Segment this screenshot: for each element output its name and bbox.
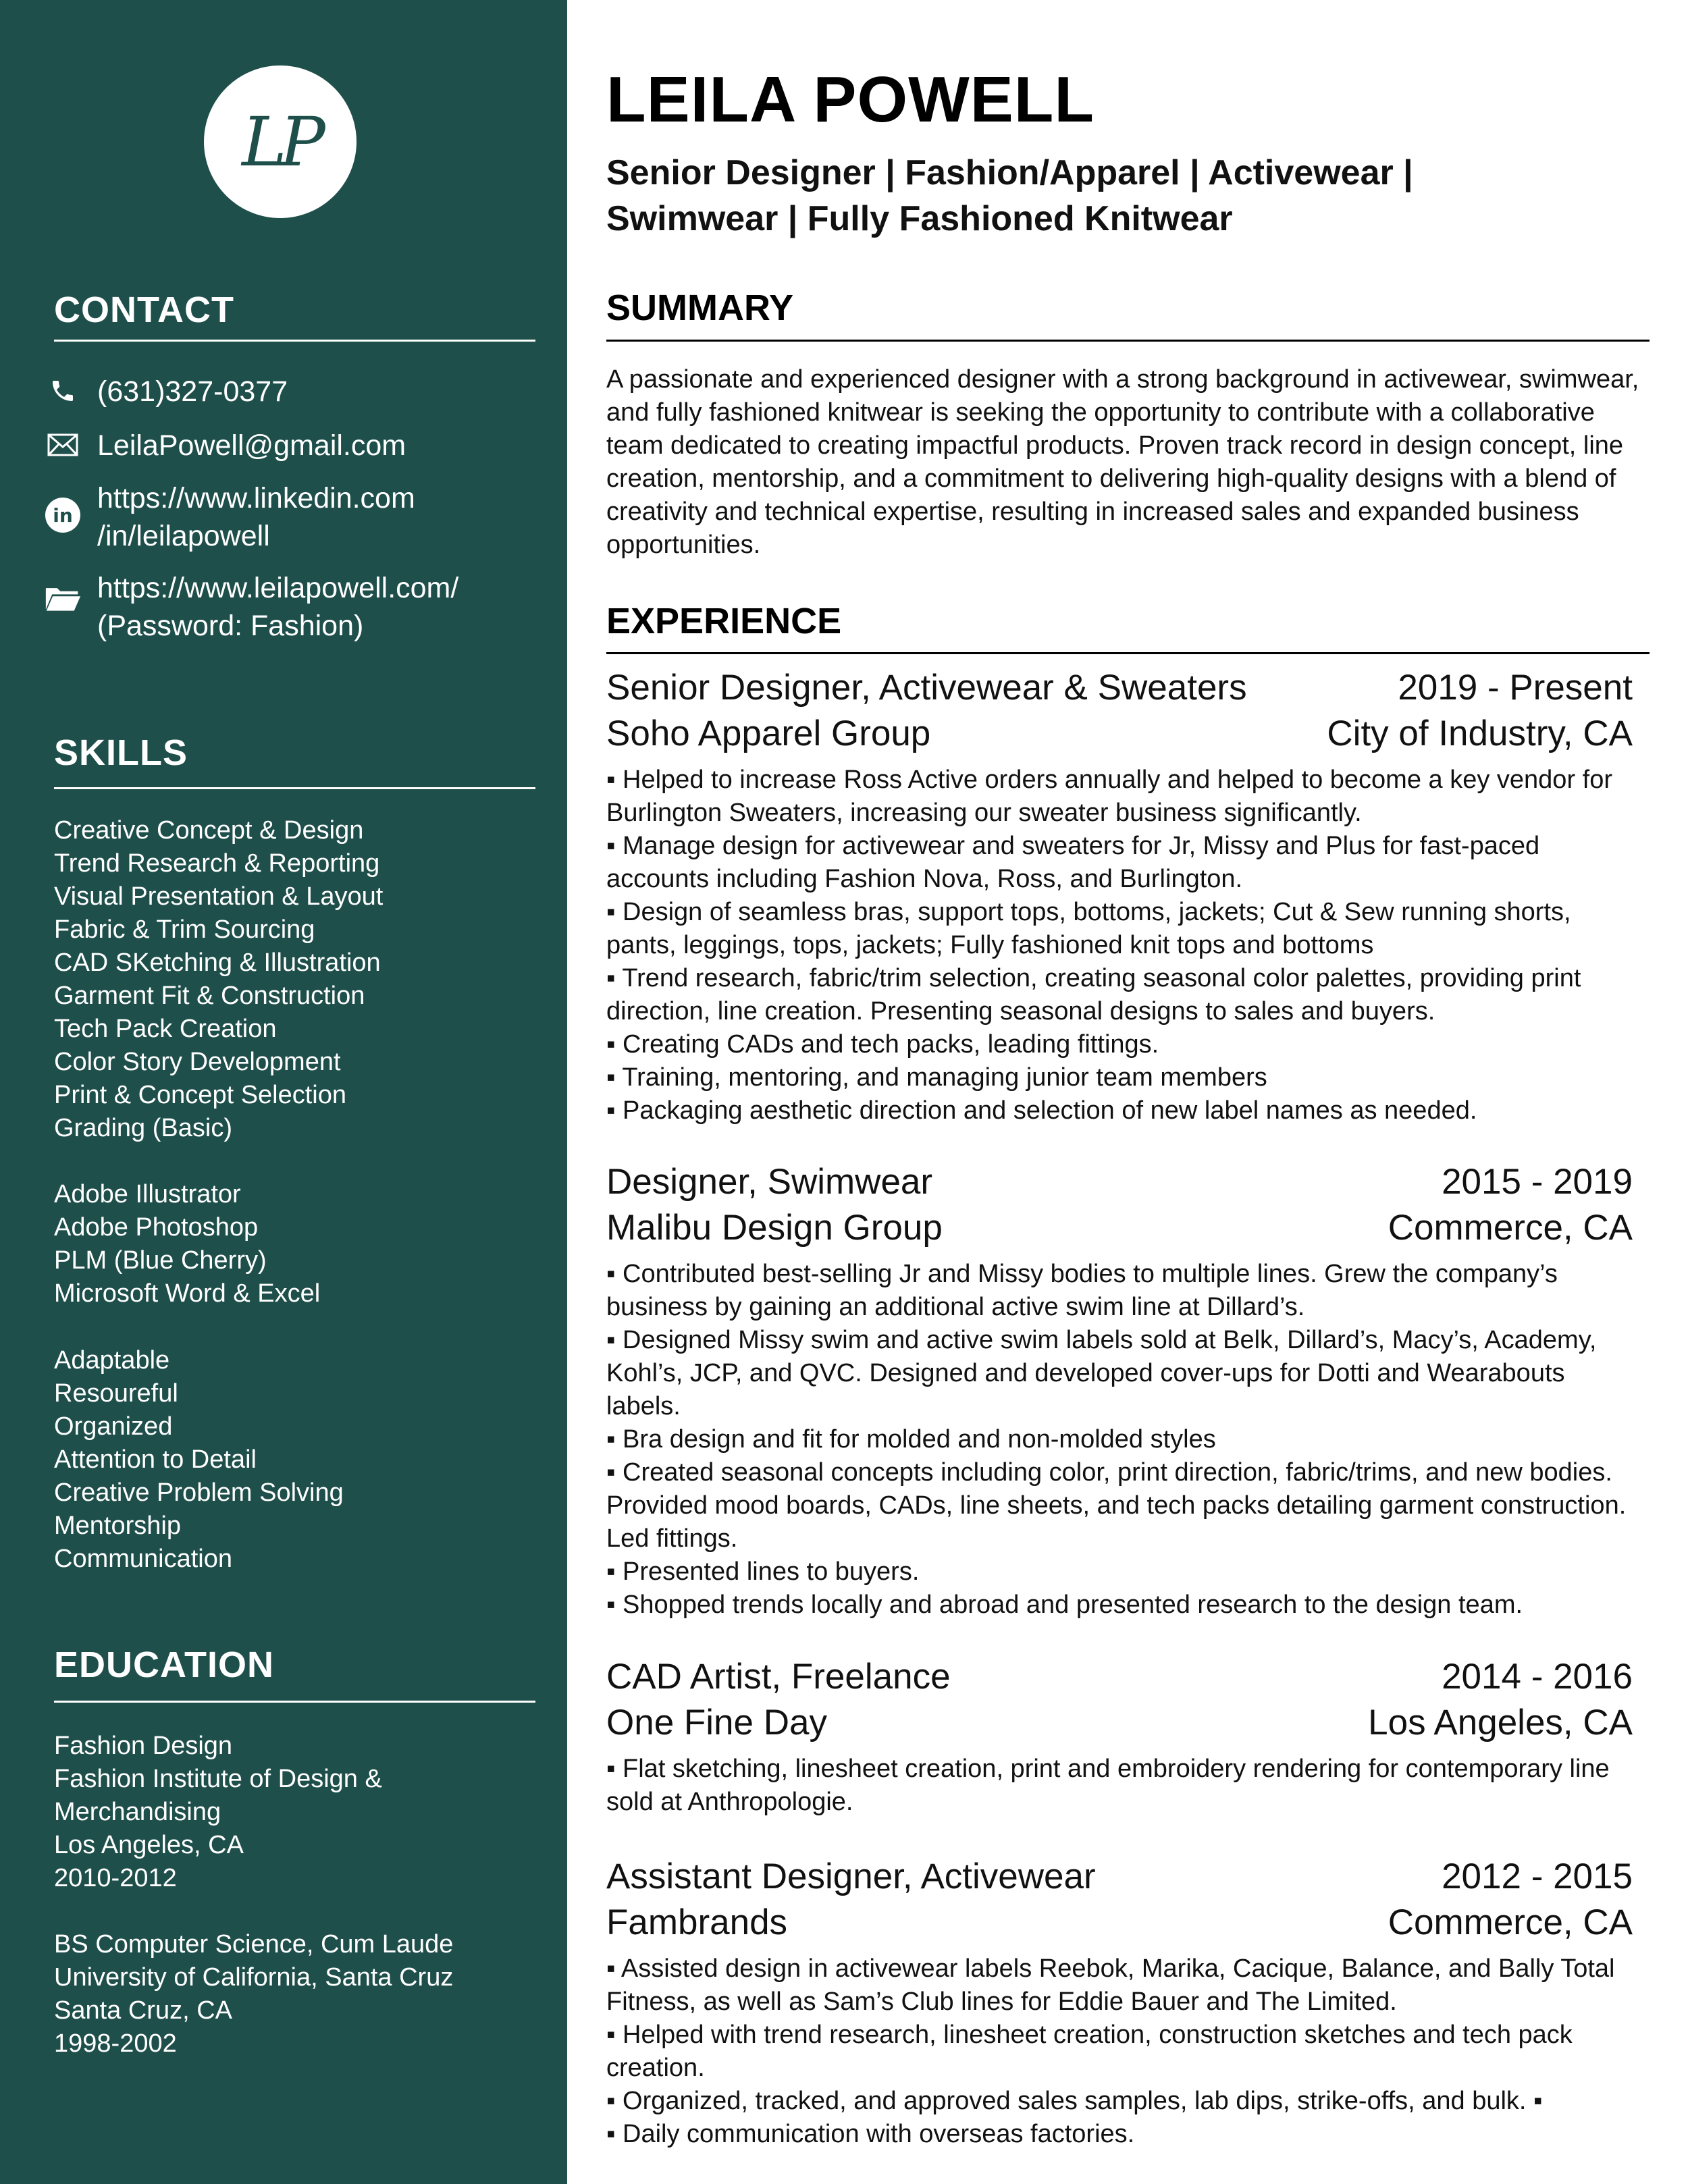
job-company: Fambrands [606,1902,788,1942]
job-bullet: ▪ Presented lines to buyers. [606,1557,920,1586]
job-bullet: ▪ Designed Missy swim and active swim labels sold at Belk, Dillard’s, Macy’s, Academy, Kohl’s, JCP, and QVC. Designed and developed cover-ups for Dotti and Wearabouts labels. [606,1326,1597,1420]
job-bullet: ▪ Packaging aesthetic direction and selection of new label names as needed. [606,1096,1477,1125]
job-dates: 2019 - Present [1398,668,1633,708]
sidebar [0,0,567,2184]
linkedin-icon [45,497,81,533]
job-location: Commerce, CA [1388,1902,1633,1942]
job-bullets [606,764,1633,1127]
job-location: Los Angeles, CA [1368,1703,1633,1742]
skill-item: Creative Problem Solving [54,1479,344,1507]
contact-heading: CONTACT [54,290,234,330]
job-dates: 2015 - 2019 [1442,1162,1633,1202]
job-bullet: ▪ Creating CADs and tech packs, leading fittings. [606,1030,1159,1059]
summary-text: A passionate and experienced designer with a strong background in activewear, swimwear, and fully fashioned knitwear is seeking the opportunity to contribute with a collaborative team dedicated to creating impactful products. Proven track record in design concept, line creation, mentorship, and a commitment to delivering high-quality designs with a blend of creativity and technical expertise, resulting in increased sales and expanded business opportunities. [606,365,1639,559]
resume-subtitle [606,150,1619,242]
job-company: Malibu Design Group [606,1208,943,1248]
contact-website[interactable] [45,569,458,645]
job-company-row [606,1700,1633,1746]
email-text: LeilaPowell@gmail.com [97,429,406,462]
experience-heading: EXPERIENCE [606,601,842,641]
skill-item: Creative Concept & Design [54,816,364,845]
phone-text: (631)327-0377 [97,375,288,408]
education-school: Fashion Institute of Design & [54,1765,382,1793]
job-header-row [606,665,1633,711]
skills-divider [54,787,535,789]
job-dates: 2012 - 2015 [1442,1857,1633,1896]
education-location: Santa Cruz, CA [54,1996,232,2025]
job-bullet: ▪ Trend research, fabric/trim selection, creating seasonal color palettes, providing print direction, line creation. Presenting seasonal designs to sales and buyers. [606,964,1581,1026]
contact-divider [54,340,535,342]
job-location: City of Industry, CA [1327,714,1633,753]
education-degree: BS Computer Science, Cum Laude [54,1930,454,1959]
summary-heading: SUMMARY [606,288,793,328]
education-heading: EDUCATION [54,1645,274,1685]
resume-name: LEILA POWELL [606,63,1095,136]
skills-heading: SKILLS [54,733,188,773]
contact-phone[interactable] [45,373,288,410]
linkedin-text [97,479,415,555]
job-header-row [606,1854,1633,1900]
education-years: 2010-2012 [54,1864,177,1892]
skills-list-software [54,1178,320,1310]
job-header-row [606,1654,1633,1700]
job-entry [606,1854,1633,2151]
job-company: One Fine Day [606,1703,827,1742]
skill-item: Visual Presentation & Layout [54,882,384,911]
monogram-text: LP [242,102,319,182]
job-bullets [606,1952,1633,2151]
linkedin-line-2: /in/leilapowell [97,520,270,552]
skill-item: Adobe Illustrator [54,1180,241,1208]
skill-item: Fabric & Trim Sourcing [54,915,315,944]
job-bullet: ▪ Bra design and fit for molded and non-molded styles [606,1425,1216,1454]
job-bullet: ▪ Organized, tracked, and approved sales samples, lab dips, strike-offs, and bulk. ▪ [606,2087,1543,2115]
job-bullet: ▪ Flat sketching, linesheet creation, print and embroidery rendering for contemporary line sold at Anthropologie. [606,1755,1610,1816]
svg-text:in: in [53,504,73,527]
job-company-row [606,711,1633,757]
job-title: Designer, Swimwear [606,1162,933,1202]
education-years: 1998-2002 [54,2029,177,2058]
education-location: Los Angeles, CA [54,1831,244,1859]
skills-list-traits [54,1344,344,1576]
job-company-row [606,1205,1633,1251]
education-degree: Fashion Design [54,1732,233,1760]
job-title: CAD Artist, Freelance [606,1657,951,1697]
skill-item: Grading (Basic) [54,1114,232,1142]
skill-item: Mentorship [54,1512,181,1540]
job-bullet: ▪ Design of seamless bras, support tops, bottoms, jackets; Cut & Sew running shorts, pants, leggings, tops, jackets; Fully fashioned knit tops and bottoms [606,898,1571,959]
skill-item: Tech Pack Creation [54,1015,277,1043]
job-bullet: ▪ Shopped trends locally and abroad and presented research to the design team. [606,1591,1523,1619]
job-bullet: ▪ Manage design for activewear and sweaters for Jr, Missy and Plus for fast-paced accounts including Fashion Nova, Ross, and Burlington. [606,832,1540,893]
skill-item: Adaptable [54,1346,170,1375]
contact-email[interactable] [45,427,406,464]
skill-item: PLM (Blue Cherry) [54,1246,267,1275]
education-divider [54,1701,535,1703]
job-location: Commerce, CA [1388,1208,1633,1248]
job-bullet: ▪ Assisted design in activewear labels Reebok, Marika, Cacique, Balance, and Bally Total Fitness, as well as Sam’s Club lines for Eddie Bauer and The Limited. [606,1954,1615,2016]
education-school: University of California, Santa Cruz [54,1963,454,1992]
website-line-2: (Password: Fashion) [97,610,364,642]
job-company-row [606,1900,1633,1946]
job-title: Assistant Designer, Activewear [606,1857,1096,1896]
skill-item: Resoureful [54,1379,178,1408]
job-dates: 2014 - 2016 [1442,1657,1633,1697]
linkedin-line-1: https://www.linkedin.com [97,482,415,514]
skill-item: Print & Concept Selection [54,1081,347,1109]
job-bullets [606,1258,1633,1622]
skill-item: Communication [54,1545,232,1573]
education-entry-1 [54,1730,382,1895]
skill-item: Attention to Detail [54,1445,257,1474]
job-bullets [606,1753,1633,1819]
job-bullet: ▪ Daily communication with overseas factories. [606,2120,1135,2148]
job-entry [606,1159,1633,1622]
folder-icon [45,580,81,616]
education-entry-2 [54,1928,453,2060]
skills-list-core [54,814,383,1145]
skill-item: Color Story Development [54,1048,341,1076]
education-school: Merchandising [54,1798,221,1826]
subtitle-line-1: Senior Designer | Fashion/Apparel | Activewear | [606,153,1413,192]
job-bullet: ▪ Contributed best-selling Jr and Missy bodies to multiple lines. Grew the company’s business by gaining an additional active swim line at Dillard’s. [606,1260,1558,1321]
website-text [97,569,458,645]
skill-item: Garment Fit & Construction [54,982,365,1010]
job-entry [606,665,1633,1127]
phone-icon [45,373,81,409]
job-company: Soho Apparel Group [606,714,931,753]
skill-item: CAD SKetching & Illustration [54,949,381,977]
subtitle-line-2: Swimwear | Fully Fashioned Knitwear [606,199,1233,238]
job-bullet: ▪ Helped to increase Ross Active orders annually and helped to become a key vendor for Burlington Sweaters, increasing our sweater business significantly. [606,766,1612,827]
skill-item: Microsoft Word & Excel [54,1279,321,1308]
website-line-1: https://www.leilapowell.com/ [97,572,459,604]
skill-item: Organized [54,1412,173,1441]
job-header-row [606,1159,1633,1205]
job-bullet: ▪ Created seasonal concepts including color, print direction, fabric/trims, and new bodies. Provided mood boards, CADs, line sheets, and tech packs detailing garment construction. Led fittings. [606,1458,1627,1553]
job-bullet: ▪ Training, mentoring, and managing junior team members [606,1063,1267,1092]
envelope-icon [45,427,81,463]
job-title: Senior Designer, Activewear & Sweaters [606,668,1247,708]
experience-divider [606,652,1650,654]
contact-linkedin[interactable] [45,479,415,555]
skill-item: Adobe Photoshop [54,1213,259,1242]
summary-divider [606,340,1650,342]
monogram-logo [204,65,357,218]
skill-item: Trend Research & Reporting [54,849,380,878]
job-bullet: ▪ Helped with trend research, linesheet creation, construction sketches and tech pack creation. [606,2021,1573,2082]
job-entry [606,1654,1633,1819]
